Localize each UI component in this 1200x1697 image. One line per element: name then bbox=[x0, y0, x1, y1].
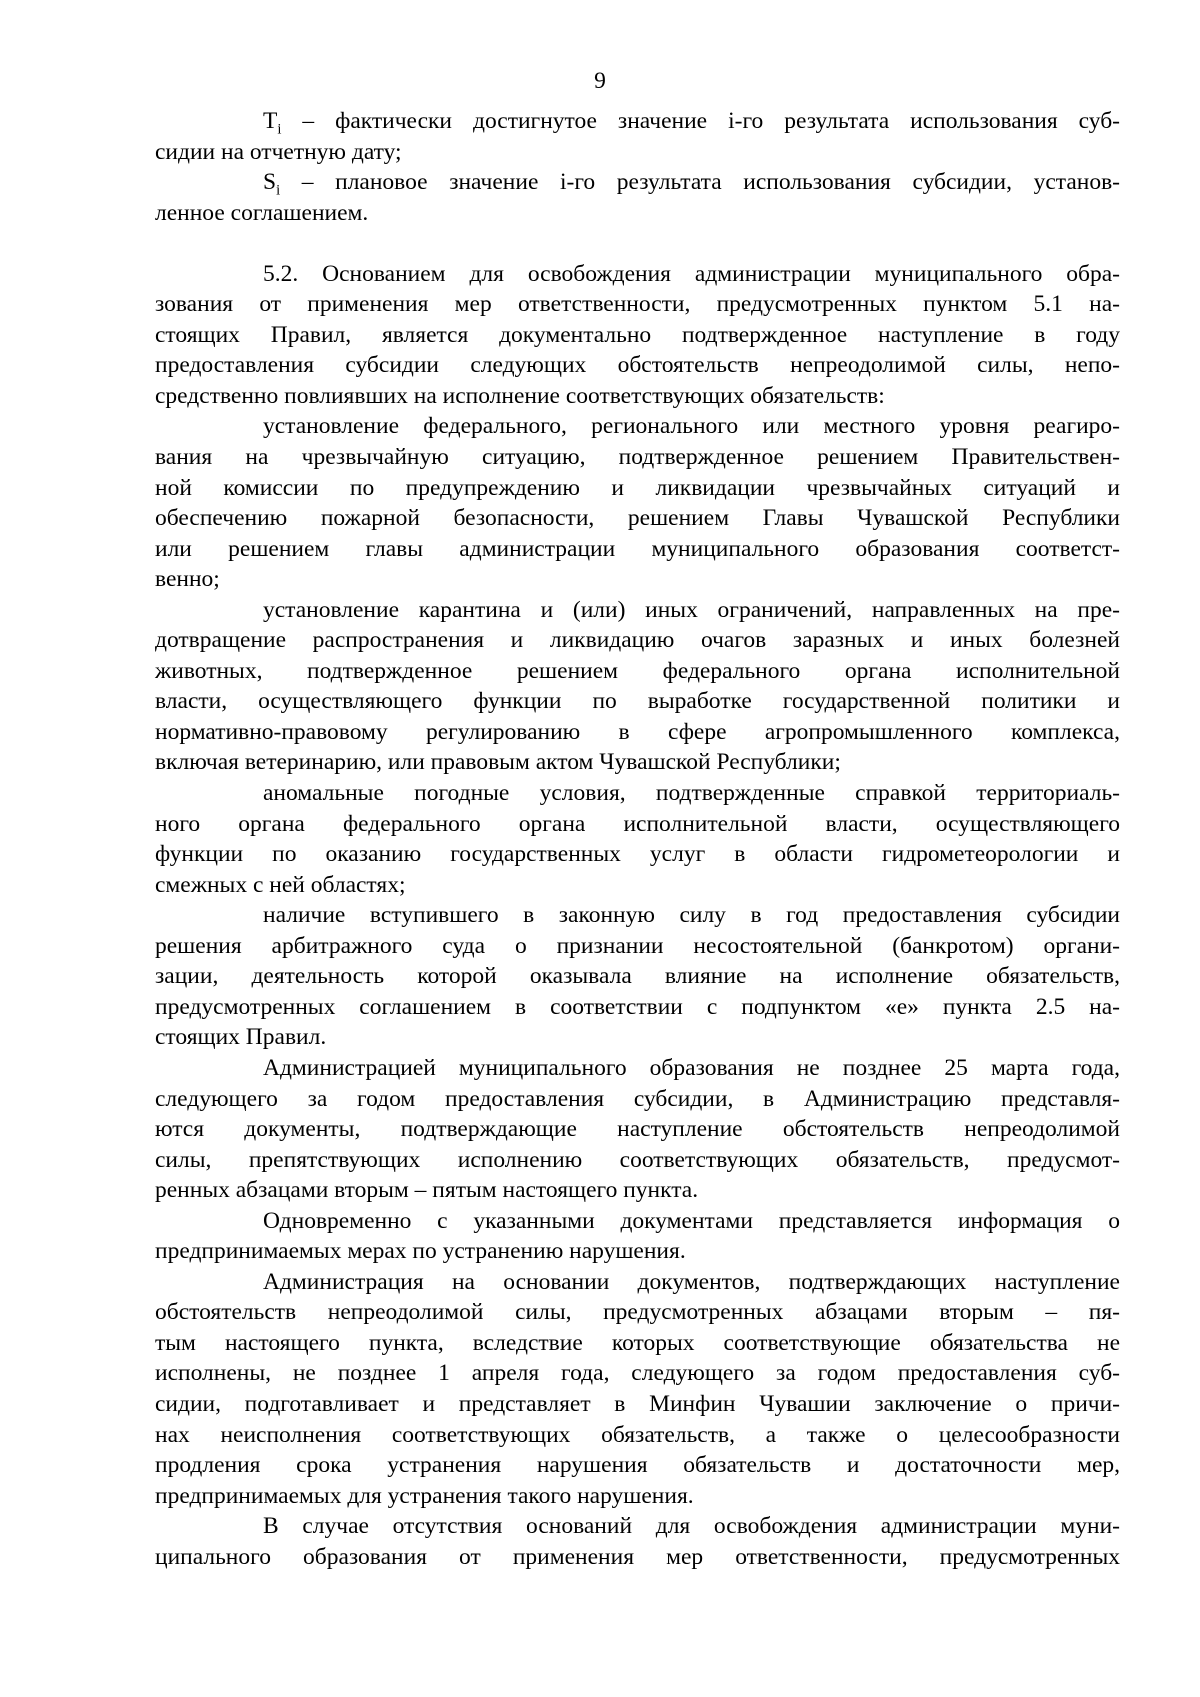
text-line bbox=[155, 992, 1120, 1023]
text-segment: ленное соглашением. bbox=[155, 199, 369, 226]
text-line bbox=[155, 717, 1120, 748]
text-line bbox=[155, 289, 1120, 320]
text-segment: предпринимаемых для устранения такого нарушения. bbox=[155, 1482, 694, 1509]
subscript-index: i bbox=[276, 182, 281, 199]
text-segment: ной комиссии по предупреждению и ликвидации чрезвычайных ситуаций и bbox=[155, 474, 1120, 501]
text-line bbox=[155, 259, 1120, 290]
text-segment: включая ветеринарию, или правовым актом Чувашской Республики; bbox=[155, 749, 841, 776]
text-segment: сидии на отчетную дату; bbox=[155, 138, 402, 165]
text-segment: следующего за годом предоставления субсидии, в Администрацию представля- bbox=[155, 1085, 1120, 1112]
text-segment: обеспечению пожарной безопасности, решением Главы Чувашской Республики bbox=[155, 505, 1120, 532]
text-line bbox=[155, 1358, 1120, 1389]
text-line bbox=[155, 625, 1120, 656]
text-line bbox=[155, 473, 1120, 504]
text-line bbox=[155, 747, 1120, 778]
paragraph bbox=[155, 778, 1120, 900]
paragraph bbox=[155, 106, 1120, 167]
text-line bbox=[155, 564, 1120, 595]
text-segment: аномальные погодные условия, подтвержденные справкой территориаль- bbox=[263, 780, 1120, 807]
text-line bbox=[155, 137, 1120, 168]
text-line bbox=[155, 595, 1120, 626]
text-line bbox=[155, 686, 1120, 717]
paragraph bbox=[155, 1267, 1120, 1511]
text-line bbox=[155, 931, 1120, 962]
paragraph bbox=[155, 259, 1120, 412]
text-line bbox=[155, 870, 1120, 901]
text-line bbox=[155, 381, 1120, 412]
text-segment: ренных абзацами вторым – пятым настоящего пункта. bbox=[155, 1177, 699, 1204]
text-line bbox=[155, 961, 1120, 992]
text-segment: наличие вступившего в законную силу в год предоставления субсидии bbox=[263, 902, 1120, 929]
text-segment: вания на чрезвычайную ситуацию, подтвержденное решением Правительствен- bbox=[155, 444, 1120, 471]
text-line bbox=[155, 106, 1120, 137]
text-segment: исполнены, не позднее 1 апреля года, следующего за годом предоставления суб- bbox=[155, 1360, 1120, 1387]
text-line bbox=[155, 900, 1120, 931]
text-segment: T bbox=[263, 108, 278, 134]
paragraph bbox=[155, 411, 1120, 594]
text-line bbox=[155, 1084, 1120, 1115]
text-segment: предпринимаемых мерах по устранению нарушения. bbox=[155, 1238, 686, 1265]
text-segment: Администрация на основании документов, подтверждающих наступление bbox=[263, 1268, 1120, 1295]
text-segment: В случае отсутствия оснований для освобождения администрации муни- bbox=[263, 1513, 1120, 1540]
text-segment: нормативно-правовому регулированию в сфере агропромышленного комплекса, bbox=[155, 718, 1120, 745]
subscript-index: i bbox=[277, 121, 282, 138]
paragraph bbox=[155, 900, 1120, 1053]
text-line bbox=[155, 442, 1120, 473]
text-segment: смежных с ней областях; bbox=[155, 871, 406, 898]
text-line bbox=[155, 411, 1120, 442]
paragraph bbox=[155, 1053, 1120, 1206]
text-segment: обстоятельств непреодолимой силы, предусмотренных абзацами вторым – пя- bbox=[155, 1299, 1120, 1326]
text-line bbox=[155, 167, 1120, 198]
text-segment: предоставления субсидии следующих обстоятельств непреодолимой силы, непо- bbox=[155, 352, 1120, 379]
text-segment: установление карантина и (или) иных ограничений, направленных на пре- bbox=[263, 596, 1120, 623]
text-line bbox=[155, 1022, 1120, 1053]
paragraph bbox=[155, 595, 1120, 778]
text-segment: ются документы, подтверждающие наступление обстоятельств непреодолимой bbox=[155, 1116, 1120, 1143]
text-segment: тым настоящего пункта, вследствие которых соответствующие обязательства не bbox=[155, 1329, 1120, 1356]
text-segment: 5.2. Основанием для освобождения администрации муниципального обра- bbox=[263, 260, 1120, 287]
text-line bbox=[155, 350, 1120, 381]
text-line bbox=[155, 1481, 1120, 1512]
text-line bbox=[155, 1114, 1120, 1145]
text-segment: S bbox=[263, 169, 277, 196]
text-segment: нах неисполнения соответствующих обязательств, а также о целесообразности bbox=[155, 1421, 1120, 1448]
text-segment: власти, осуществляющего функции по выработке государственной политики и bbox=[155, 688, 1120, 715]
text-line bbox=[155, 1267, 1120, 1298]
text-segment: зации, деятельность которой оказывала влияние на исполнение обязательств, bbox=[155, 963, 1120, 990]
text-line bbox=[155, 1297, 1120, 1328]
text-line bbox=[155, 1145, 1120, 1176]
text-segment: или решением главы администрации муниципального образования соответст- bbox=[155, 535, 1120, 562]
paragraph bbox=[155, 1511, 1120, 1572]
text-line bbox=[155, 839, 1120, 870]
text-line bbox=[155, 1053, 1120, 1084]
text-line bbox=[155, 809, 1120, 840]
paragraph bbox=[155, 1206, 1120, 1267]
text-segment: сидии, подготавливает и представляет в Минфин Чувашии заключение о причи- bbox=[155, 1390, 1120, 1417]
text-segment: решения арбитражного суда о признании несостоятельной (банкротом) органи- bbox=[155, 932, 1120, 959]
text-segment: Одновременно с указанными документами представляется информация о bbox=[263, 1207, 1120, 1234]
text-line bbox=[155, 656, 1120, 687]
text-segment: – плановое значение i-го результата использования субсидии, установ- bbox=[280, 169, 1120, 196]
page-number: 9 bbox=[594, 68, 606, 94]
text-segment: животных, подтвержденное решением федерального органа исполнительной bbox=[155, 657, 1120, 684]
text-segment: предусмотренных соглашением в соответствии с подпунктом «е» пункта 2.5 на- bbox=[155, 993, 1120, 1020]
text-segment: дотвращение распространения и ликвидацию очагов заразных и иных болезней bbox=[155, 627, 1120, 654]
text-segment: функции по оказанию государственных услуг в области гидрометеорологии и bbox=[155, 841, 1120, 868]
text-segment: продления срока устранения нарушения обязательств и достаточности мер, bbox=[155, 1452, 1120, 1479]
text-segment: установление федерального, регионального или местного уровня реагиро- bbox=[263, 413, 1120, 440]
text-segment: стоящих Правил. bbox=[155, 1024, 327, 1051]
text-segment: ципального образования от применения мер ответственности, предусмотренных bbox=[155, 1543, 1120, 1570]
text-segment: средственно повлиявших на исполнение соответствующих обязательств: bbox=[155, 382, 885, 409]
text-segment: ного органа федерального органа исполнительной власти, осуществляющего bbox=[155, 810, 1120, 837]
paragraph bbox=[155, 167, 1120, 228]
text-line bbox=[155, 1511, 1120, 1542]
text-segment: венно; bbox=[155, 566, 220, 593]
text-line bbox=[155, 1450, 1120, 1481]
text-line bbox=[155, 534, 1120, 565]
text-line bbox=[155, 320, 1120, 351]
text-line bbox=[155, 1420, 1120, 1451]
text-segment: силы, препятствующих исполнению соответствующих обязательств, предусмот- bbox=[155, 1146, 1120, 1173]
text-line bbox=[155, 1206, 1120, 1237]
text-segment: зования от применения мер ответственности, предусмотренных пунктом 5.1 на- bbox=[155, 291, 1120, 318]
document-body bbox=[155, 106, 1120, 1572]
text-line bbox=[155, 503, 1120, 534]
text-line bbox=[155, 1328, 1120, 1359]
text-line bbox=[155, 198, 1120, 229]
text-segment: – фактически достигнутое значение i-го результата использования суб- bbox=[281, 108, 1120, 134]
text-line bbox=[155, 778, 1120, 809]
text-segment: Администрацией муниципального образования не позднее 25 марта года, bbox=[263, 1054, 1120, 1081]
text-line bbox=[155, 1236, 1120, 1267]
text-line bbox=[155, 1175, 1120, 1206]
text-segment: стоящих Правил, является документально подтвержденное наступление в году bbox=[155, 321, 1120, 348]
text-line bbox=[155, 1542, 1120, 1573]
text-line bbox=[155, 1389, 1120, 1420]
